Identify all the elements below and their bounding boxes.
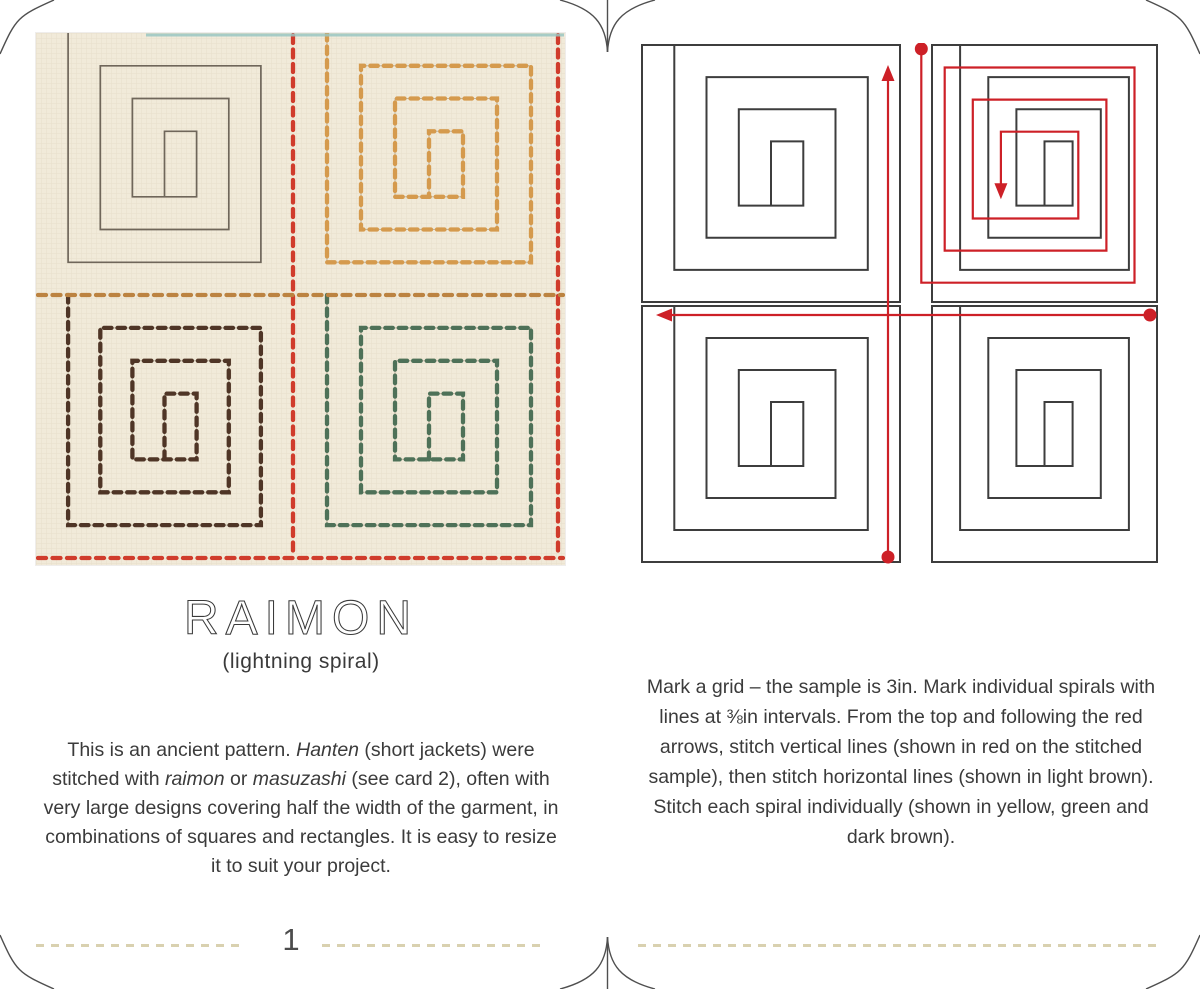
page-number: 1 (282, 922, 300, 957)
stitch-direction-diagram (640, 43, 1159, 564)
footer-dashed-rule-right (638, 944, 1158, 947)
pattern-description: This is an ancient pattern. Hanten (short jackets) were stitched with raimon or masuzashi (see card 2), often with very large designs covering half the width of the garment, in combinations of squares and rectangles. It is easy to resize it to suit your project. (43, 739, 559, 877)
stitch-instructions: Mark a grid – the sample is 3in. Mark individual spirals with lines at ⅜in intervals. From the top and following the red arrows, stitch vertical lines (shown in red on the stitched sample), then stitch horizontal lines (shown in light brown). Stitch each spiral individually (shown in yellow, green and dark brown). (646, 676, 1156, 848)
corner-curl-top-middle-icon (560, 0, 608, 52)
footer-dashed-rule-middle (322, 944, 546, 947)
pattern-subtitle: (lightning spiral) (222, 650, 380, 673)
stitched-sample-photo (36, 33, 565, 565)
pattern-title: RAIMON (184, 592, 418, 645)
footer-dashed-rule-left (36, 944, 244, 947)
corner-curl-bottom-middle-icon (560, 937, 608, 989)
